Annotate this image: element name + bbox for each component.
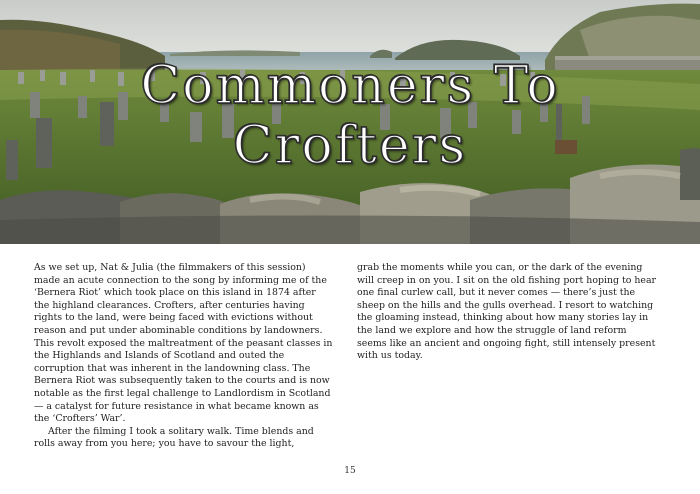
page-number: 15 [344,466,356,476]
title-line-1: Commoners To [140,56,560,116]
title-line-2: Crofters [232,116,468,176]
paragraph: As we set up, Nat & Julia (the filmmakers of this session) made an acute connection to the song by informing me of the ‘Bernera Riot’ which took place on this island in 1874 after the highland clearances. Crofters, after centuries having rights to the land, were being faced with evictions without reason and put under abominable conditions by landowners. This revolt exposed the maltreatment of the peasant classes in the Highlands and Islands of Scotland and outed the corruption that was inherent in the landowning class. The Bernera Riot was subsequently taken to the courts and is now notable as the first legal challenge to Landlordism in Scotland — a catalyst for future resistance in what became known as the ‘Crofters’ War’. [34,262,333,425]
text-column-left [34,262,334,451]
paragraph: grab the moments while you can, or the dark of the evening will creep in on you. I sit on the old fishing port hoping to hear one final curlew call, but it never comes — there’s just the sheep on the hills and the gulls overhead. I resort to watching the gloaming instead, thinking about how many stories lay in the land we explore and how the struggle of land reform seems like an ancient and ongoing fight, still intensely present with us today. [357,262,657,362]
hero-photo [0,0,700,244]
page-title [0,56,700,176]
paragraph: After the filming I took a solitary walk. Time blends and rolls away from you here; you have to savour the light, [34,425,314,450]
text-column-right [357,262,657,363]
